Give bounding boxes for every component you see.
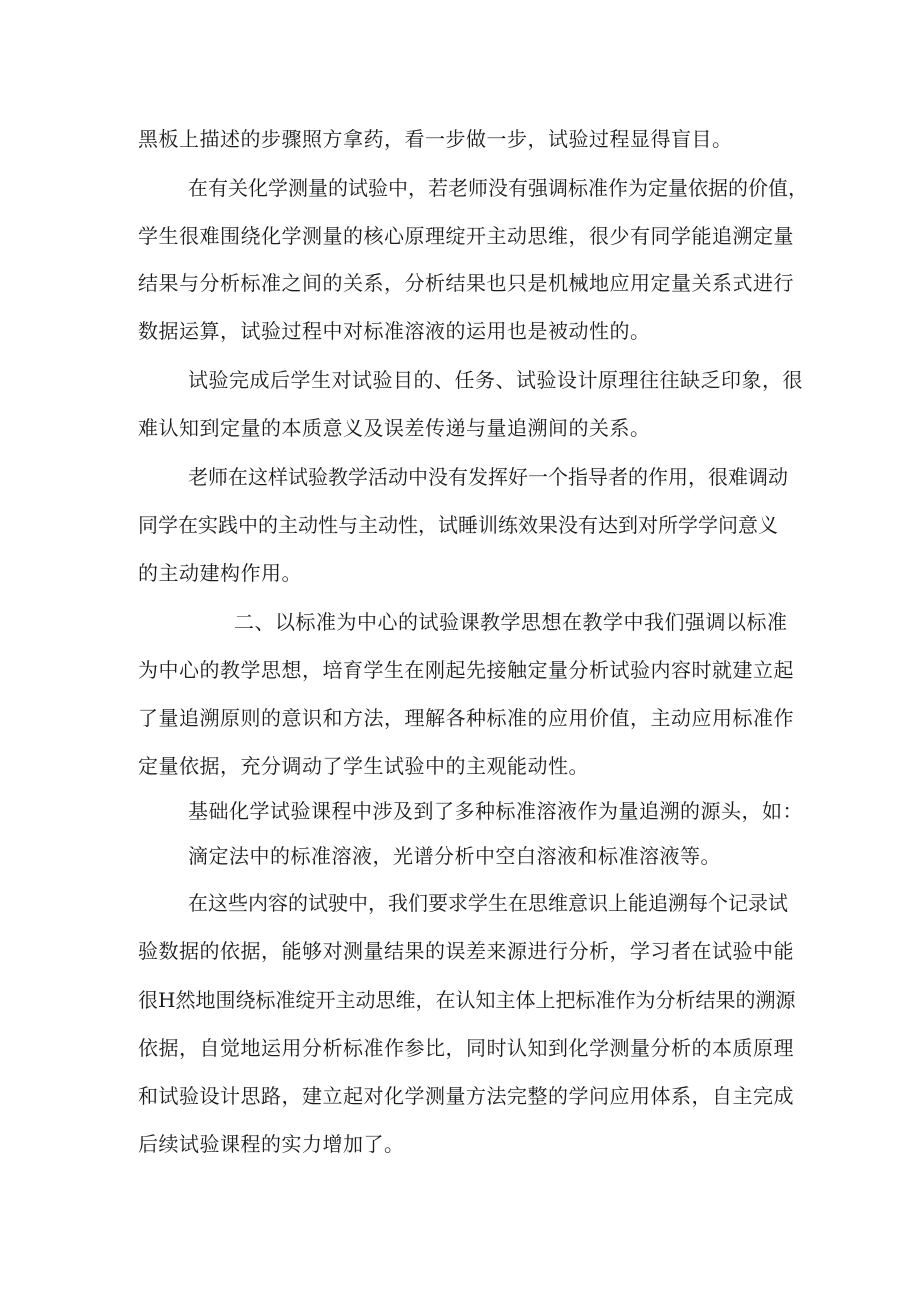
text-line: 二、以标准为中心的试验课教学思想在教学中我们强调以标准 (234, 610, 788, 634)
text-line: 滴定法中的标准溶液，光谱分析中空白溶液和标准溶液等。 (188, 844, 721, 868)
text-line: 为中心的教学思想，培育学生在刚起先接触定量分析试验内容时就建立起 (138, 658, 794, 682)
text-line: 试验完成后学生对试验目的、任务、试验设计原理往往缺乏印象，很 (188, 368, 803, 392)
text-line: 了量追溯原则的意识和方法，理解各种标准的应用价值，主动应用标准作 (138, 706, 794, 730)
text-line: 同学在实践中的主动性与主动性，试睡训练效果没有达到对所学学问意义 (138, 513, 778, 537)
text-line: 验数据的依据，能够对测量结果的误差来源进行分析，学习者在试验中能 (138, 939, 794, 963)
text-line: 的主动建构作用。 (138, 561, 302, 585)
text-line: 后续试验课程的实力增加了。 (138, 1132, 405, 1156)
text-line: 在这些内容的试驶中，我们要求学生在思维意识上能追溯每个记录试 (188, 891, 788, 915)
text-line: 结果与分析标准之间的关系，分析结果也只是机械地应用定量关系式进行 (138, 271, 794, 295)
text-line: 黑板上描述的步骤照方拿药，看一步做一步，试验过程显得盲目。 (138, 127, 733, 151)
text-line: 难认知到定量的本质意义及误差传递与量追溯间的关系。 (138, 416, 651, 440)
text-line: 老师在这样试验教学活动中没有发挥好一个指导者的作用，很难调动 (188, 465, 788, 489)
text-line: 依据，自觉地运用分析标准作参比，同时认知到化学测量分析的本质原理 (138, 1036, 794, 1060)
text-line: 定量依据，充分调动了学生试验中的主观能动性。 (138, 754, 589, 778)
text-line: 基础化学试验课程中涉及到了多种标准溶液作为量追溯的源头，如： (188, 799, 803, 823)
text-line: 学生很难围绕化学测量的核心原理绽开主动思维，很少有同学能追溯定量 (138, 224, 794, 248)
text-line: 很H然地围绕标准绽开主动思维，在认知主体上把标准作为分析结果的溯源 (138, 988, 796, 1012)
text-line: 数据运算，试验过程中对标准溶液的运用也是被动性的。 (138, 319, 651, 343)
text-line: 和试验设计思路，建立起对化学测量方法完整的学问应用体系，自主完成 (138, 1084, 794, 1108)
text-line: 在有关化学测量的试验中，若老师没有强调标准作为定量依据的价值， (188, 176, 808, 200)
